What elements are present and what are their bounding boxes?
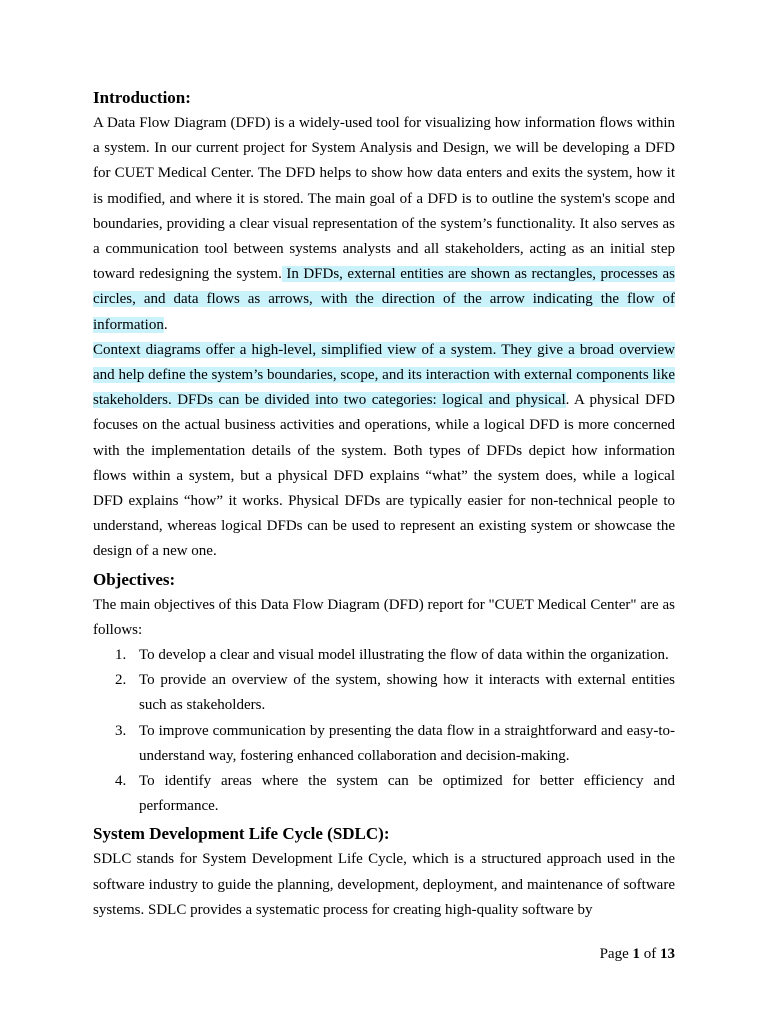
sdlc-heading: System Development Life Cycle (SDLC): [93,824,390,844]
list-item-number: 3. [115,722,127,739]
list-item [93,719,675,769]
list-item [93,668,675,718]
intro-p1-highlight: In DFDs, external entities are shown as rectangles, processes as circles, and data flows as arrows, with the direction of the arrow indicating the flow of information [93,266,675,333]
introduction-heading: Introduction: [93,88,191,107]
list-item-text: To provide an overview of the system, showing how it interacts with external entities such as stakeholders. [139,672,675,714]
of-word: of [640,946,660,962]
objectives-heading: Objectives: [93,569,176,589]
introduction-paragraph-1 [93,111,675,338]
list-item-number: 2. [115,672,127,689]
page-word: Page [599,946,633,962]
list-item-text: To identify areas where the system can be optimized for better efficiency and performance. [139,773,675,815]
sdlc-paragraph: SDLC stands for System Development Life Cycle, which is a structured approach used in the software industry to guide the planning, development, deployment, and maintenance of software systems. SDLC provides a systematic process for creating high-quality software by [93,851,675,918]
total-page-number: 13 [660,946,675,962]
list-item [93,769,675,819]
intro-p1-text: A Data Flow Diagram (DFD) is a widely-used tool for visualizing how information flows within a system. In our current project for System Analysis and Design, we will be developing a DFD for CUET Medical Center. The DFD helps to show how data enters and exits the system, how it is modified, and where it is stored. The main goal of a DFD is to outline the system's scope and boundaries, providing a clear visual representation of the system’s functionality. It also serves as a communication tool between systems analysts and all stakeholders, acting as an initial step toward redesigning the system. [93,115,675,283]
list-item [93,643,675,668]
intro-p2-highlight: Context diagrams offer a high-level, simplified view of a system. They give a broad overview and help define the system’s boundaries, scope, and its interaction with external components like stakeholders. DFDs can be divided into two categories: logical and physical [93,341,675,409]
intro-p1-end: . [163,316,168,333]
objectives-list [93,643,675,819]
list-item-number: 4. [115,773,127,790]
objectives-lead: The main objectives of this Data Flow Diagram (DFD) report for "CUET Medical Center" are as follows: [93,596,675,638]
document-page [93,86,675,923]
list-item-text: To improve communication by presenting the data flow in a straightforward and easy-to-understand way, fostering enhanced collaboration and decision-making. [139,722,675,764]
list-item-number: 1. [115,647,127,664]
page-number-footer [600,944,675,964]
current-page-number: 1 [632,946,640,962]
intro-p2-text: . A physical DFD focuses on the actual business activities and operations, while a logical DFD is more concerned with the implementation details of the system. Both types of DFDs depict how information flows within a system, but a physical DFD explains “what” the system does, while a logical DFD explains “how” it works. Physical DFDs are typically easier for non-technical people to understand, whereas logical DFDs can be used to represent an existing system or showcase the design of a new one. [93,392,675,560]
introduction-paragraph-2 [93,338,675,565]
list-item-text: To develop a clear and visual model illustrating the flow of data within the organization. [139,647,669,664]
